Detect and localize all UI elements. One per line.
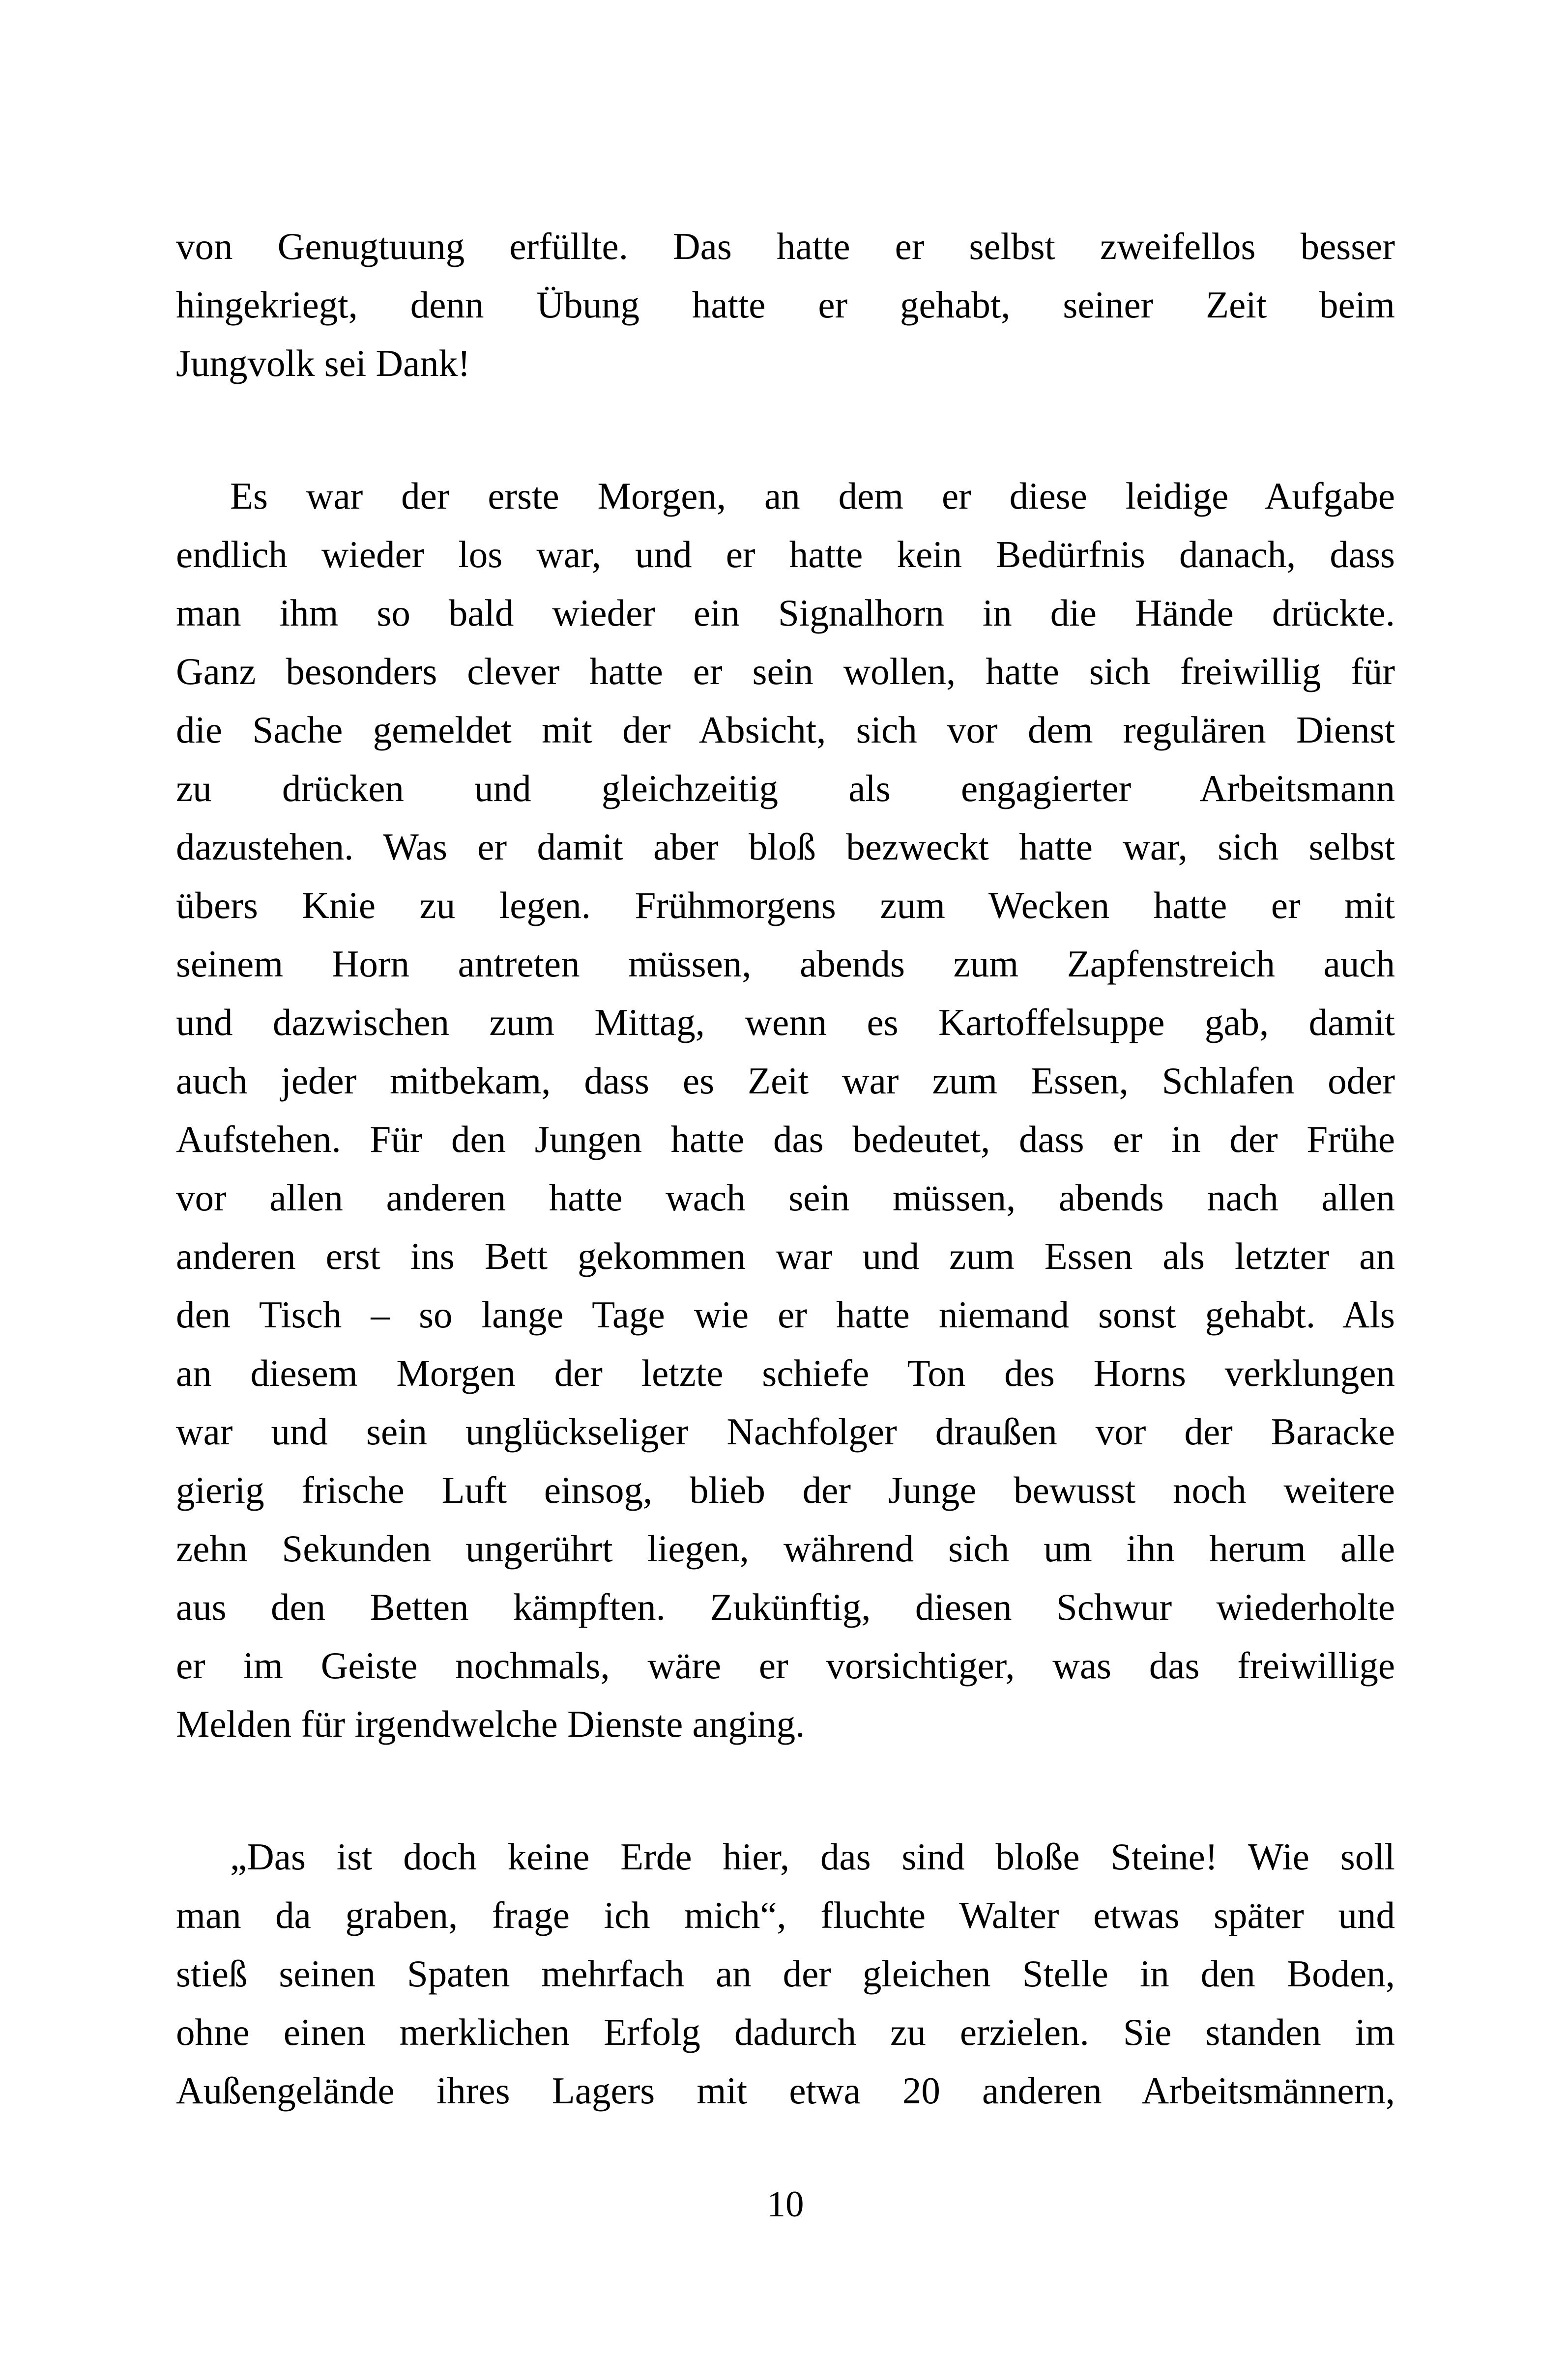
text-line: den Tisch – so lange Tage wie er hatte niemand sonst gehabt. Als bbox=[176, 1293, 1395, 1336]
text-line: von Genugtuung erfüllte. Das hatte er selbst zweifellos besser bbox=[176, 225, 1395, 267]
text-line: endlich wieder los war, und er hatte kein Bedürfnis danach, dass bbox=[176, 533, 1395, 575]
paragraph-2 bbox=[176, 467, 1395, 1753]
text-line: stieß seinen Spaten mehrfach an der gleichen Stelle in den Boden, bbox=[176, 1952, 1395, 1995]
paragraph-1 bbox=[176, 217, 1395, 393]
text-line: ohne einen merklichen Erfolg dadurch zu erzielen. Sie standen im bbox=[176, 2011, 1395, 2053]
text-line: Es war der erste Morgen, an dem er diese leidige Aufgabe bbox=[230, 475, 1395, 517]
text-line: gierig frische Luft einsog, blieb der Junge bewusst noch weitere bbox=[176, 1469, 1395, 1511]
text-line: Jungvolk sei Dank! bbox=[176, 342, 470, 384]
text-line: seinem Horn antreten müssen, abends zum Zapfenstreich auch bbox=[176, 943, 1395, 985]
text-line: Ganz besonders clever hatte er sein wollen, hatte sich freiwillig für bbox=[176, 650, 1395, 692]
text-line: dazustehen. Was er damit aber bloß bezweckt hatte war, sich selbst bbox=[176, 826, 1395, 868]
text-line: an diesem Morgen der letzte schiefe Ton des Horns verklungen bbox=[176, 1352, 1395, 1394]
text-line: „Das ist doch keine Erde hier, das sind bloße Steine! Wie soll bbox=[230, 1835, 1395, 1878]
text-line: zu drücken und gleichzeitig als engagierter Arbeitsmann bbox=[176, 767, 1395, 809]
text-line: er im Geiste nochmals, wäre er vorsichtiger, was das freiwillige bbox=[176, 1644, 1395, 1687]
text-line: man da graben, frage ich mich“, fluchte Walter etwas später und bbox=[176, 1894, 1395, 1936]
page-number: 10 bbox=[767, 2184, 804, 2225]
paragraph-3 bbox=[176, 1828, 1395, 2120]
text-line: aus den Betten kämpften. Zukünftig, diesen Schwur wiederholte bbox=[176, 1586, 1395, 1628]
text-line: war und sein unglückseliger Nachfolger draußen vor der Baracke bbox=[176, 1410, 1395, 1453]
text-line: zehn Sekunden ungerührt liegen, während sich um ihn herum alle bbox=[176, 1527, 1395, 1570]
text-line: Aufstehen. Für den Jungen hatte das bedeutet, dass er in der Frühe bbox=[176, 1118, 1395, 1160]
text-line: vor allen anderen hatte wach sein müssen, abends nach allen bbox=[176, 1176, 1395, 1219]
text-line: auch jeder mitbekam, dass es Zeit war zum Essen, Schlafen oder bbox=[176, 1060, 1395, 1102]
text-line: übers Knie zu legen. Frühmorgens zum Wecken hatte er mit bbox=[176, 884, 1395, 926]
text-line: Melden für irgendwelche Dienste anging. bbox=[176, 1703, 805, 1745]
text-line: und dazwischen zum Mittag, wenn es Kartoffelsuppe gab, damit bbox=[176, 1001, 1395, 1043]
text-line: hingekriegt, denn Übung hatte er gehabt, seiner Zeit beim bbox=[176, 284, 1395, 326]
text-line: anderen erst ins Bett gekommen war und zum Essen als letzter an bbox=[176, 1235, 1395, 1277]
text-line: die Sache gemeldet mit der Absicht, sich vor dem regulären Dienst bbox=[176, 709, 1395, 751]
text-line: man ihm so bald wieder ein Signalhorn in die Hände drückte. bbox=[176, 592, 1395, 634]
text-block bbox=[176, 217, 1395, 2120]
text-line: Außengelände ihres Lagers mit etwa 20 anderen Arbeitsmännern, bbox=[176, 2069, 1395, 2112]
